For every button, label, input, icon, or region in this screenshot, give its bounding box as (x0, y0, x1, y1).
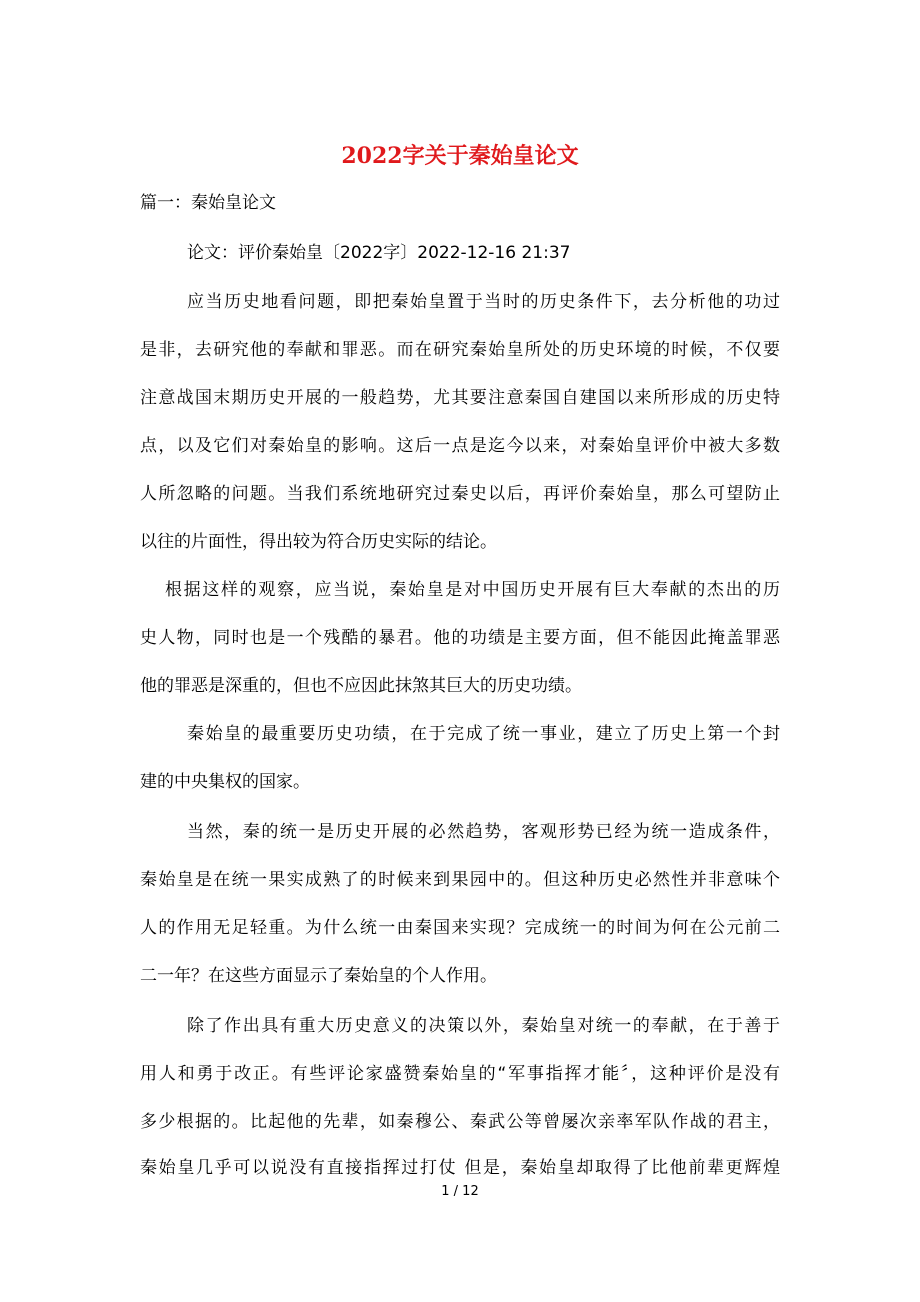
text-line: 多少根据的。比起他的先辈，如秦穆公、秦武公等曾屡次亲率军队作战的君主， (140, 1112, 780, 1132)
text-line: 除了作出具有重大历史意义的决策以外，秦始皇对统一的奉献，在于善于 (187, 1016, 780, 1036)
text-line: 他的罪恶是深重的，但也不应因此抹煞其巨大的历史功绩。 (140, 676, 582, 696)
meta-line: 论文：评价秦始皇〔2022字〕2022-12-16 21:37 (187, 243, 571, 263)
text-line: 秦始皇的最重要历史功绩，在于完成了统一事业，建立了历史上第一个封 (187, 724, 780, 744)
text-line: 用人和勇于改正。有些评论家盛赞秦始皇的“军事指挥才能〞，这种评价是没有 (140, 1064, 780, 1084)
text-line: 是非，去研究他的奉献和罪恶。而在研究秦始皇所处的历史环境的时候，不仅要 (140, 340, 780, 360)
text-line: 史人物，同时也是一个残酷的暴君。他的功绩是主要方面，但不能因此掩盖罪恶 (140, 628, 780, 648)
text-line: 点，以及它们对秦始皇的影响。这后一点是迄今以来，对秦始皇评价中被大多数 (140, 436, 780, 456)
text-line: 注意战国末期历史开展的一般趋势，尤其要注意秦国自建国以来所形成的历史特 (140, 388, 780, 408)
text-line: 根据这样的观察，应当说，秦始皇是对中国历史开展有巨大奉献的杰出的历 (165, 580, 780, 600)
text-line: 应当历史地看问题，即把秦始皇置于当时的历史条件下，去分析他的功过 (187, 292, 780, 312)
page-indicator: 1 / 12 (441, 1184, 479, 1199)
document-title: 2022字关于秦始皇论文 (341, 143, 579, 169)
text-line: 建的中央集权的国家。 (140, 772, 310, 792)
text-line: 人所忽略的问题。当我们系统地研究过秦史以后，再评价秦始皇，那么可望防止 (140, 484, 780, 504)
text-line: 二一年？在这些方面显示了秦始皇的个人作用。 (140, 966, 497, 986)
section-heading: 篇一：秦始皇论文 (140, 193, 276, 213)
text-line: 秦始皇几乎可以说没有直接指挥过打仗 但是，秦始皇却取得了比他前辈更辉煌 (140, 1158, 780, 1178)
text-line: 当然，秦的统一是历史开展的必然趋势，客观形势已经为统一造成条件， (187, 822, 780, 842)
text-line: 人的作用无足轻重。为什么统一由秦国来实现？完成统一的时间为何在公元前二 (140, 918, 780, 938)
text-line: 以往的片面性，得出较为符合历史实际的结论。 (140, 532, 497, 552)
text-line: 秦始皇是在统一果实成熟了的时候来到果园中的。但这种历史必然性并非意味个 (140, 870, 780, 890)
